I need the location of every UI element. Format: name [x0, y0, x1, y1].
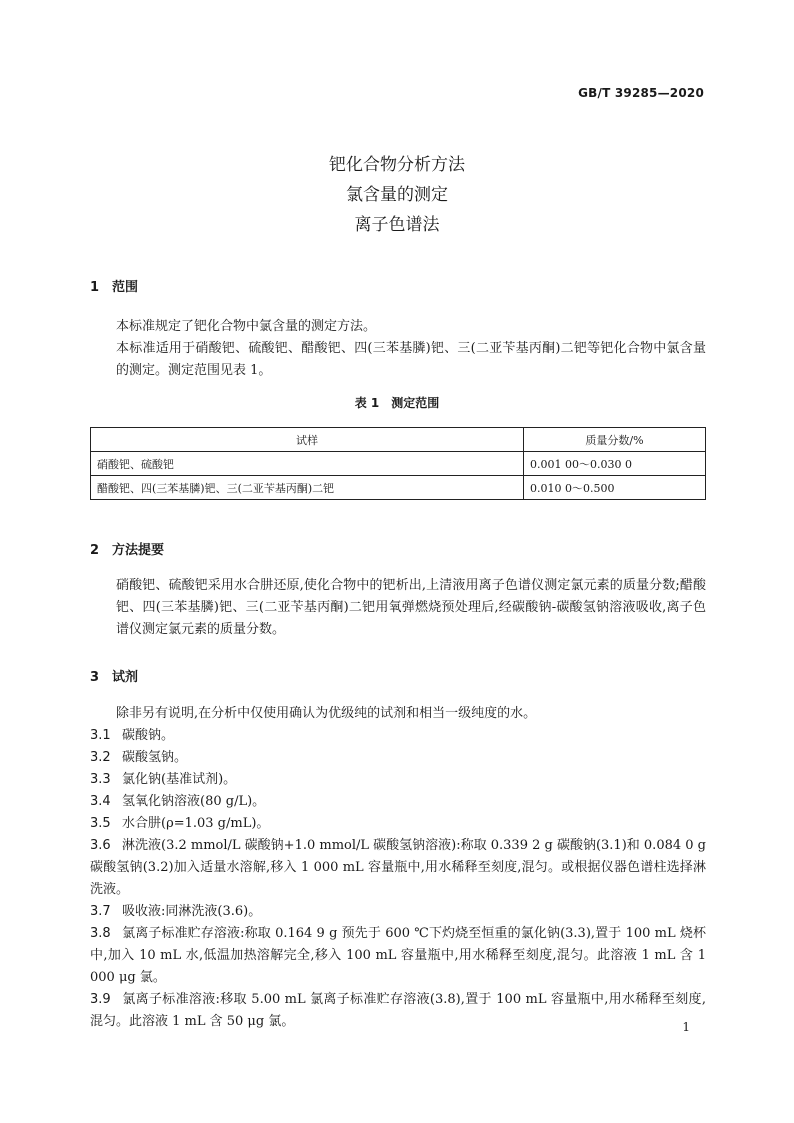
- reagent-item: [90, 769, 706, 791]
- section-3-heading: [90, 666, 138, 685]
- paragraph: 本标准规定了钯化合物中氯含量的测定方法。: [116, 319, 377, 334]
- table-header-cell: 质量分数/%: [524, 428, 706, 452]
- section-title: 方法提要: [112, 543, 165, 558]
- section-2-body: [90, 575, 706, 641]
- item-text: 碳酸氢钠。: [122, 750, 188, 765]
- range-table: [90, 427, 706, 500]
- title-line-1: 钯化合物分析方法: [329, 155, 465, 175]
- table-cell: 0.010 0～0.500: [524, 476, 706, 500]
- section-1-body: [90, 316, 706, 382]
- section-title: 试剂: [112, 670, 139, 685]
- item-number: 3.4: [90, 794, 111, 809]
- document-title: [0, 150, 794, 240]
- section-number: 3: [90, 670, 100, 685]
- title-line-3: 离子色谱法: [354, 215, 440, 235]
- item-number: 3.8: [90, 926, 111, 941]
- paragraph: 本标准适用于硝酸钯、硫酸钯、醋酸钯、四(三苯基膦)钯、三(二亚苄基丙酮)二钯等钯化合物中氯含量的测定。测定范围见表 1。: [116, 341, 706, 378]
- table-cell: 0.001 00～0.030 0: [524, 452, 706, 476]
- section-2-heading: [90, 539, 164, 558]
- reagent-item: [90, 835, 706, 901]
- item-number: 3.1: [90, 728, 111, 743]
- item-number: 3.9: [90, 992, 111, 1007]
- section-title: 范围: [112, 280, 139, 295]
- item-text: 淋洗液(3.2 mmol/L 碳酸钠+1.0 mmol/L 碳酸氢钠溶液):称取 0.339 2 g 碳酸钠(3.1)和 0.084 0 g 碳酸氢钠(3.2)加入适量水溶解,移入 1 000 mL 容量瓶中,用水稀释至刻度,混匀。或根据仪器色谱柱选择淋洗液。: [90, 838, 706, 897]
- paragraph: 除非另有说明,在分析中仅使用确认为优级纯的试剂和相当一级纯度的水。: [116, 706, 537, 721]
- table-cell: 醋酸钯、四(三苯基膦)钯、三(二亚苄基丙酮)二钯: [91, 476, 524, 500]
- item-text: 氯化钠(基准试剂)。: [122, 772, 237, 787]
- item-text: 碳酸钠。: [122, 728, 175, 743]
- item-text: 氯离子标准贮存溶液:称取 0.164 9 g 预先于 600 ℃下灼烧至恒重的氯化钠(3.3),置于 100 mL 烧杯中,加入 10 mL 水,低温加热溶解完全,移入 100 mL 容量瓶中,用水稀释至刻度,混匀。此溶液 1 mL 含 1 000 μg 氯。: [90, 926, 706, 985]
- item-number: 3.5: [90, 816, 111, 831]
- paragraph: 硝酸钯、硫酸钯采用水合肼还原,使化合物中的钯析出,上清液用离子色谱仪测定氯元素的质量分数;醋酸钯、四(三苯基膦)钯、三(二亚苄基丙酮)二钯用氧弹燃烧预处理后,经碳酸钠-碳酸氢钠溶液吸收,离子色谱仪测定氯元素的质量分数。: [116, 578, 706, 637]
- section-number: 1: [90, 280, 100, 295]
- item-number: 3.2: [90, 750, 111, 765]
- reagent-item: [90, 747, 706, 769]
- section-1-heading: [90, 276, 138, 295]
- table-header-row: [91, 428, 706, 452]
- reagent-item: [90, 813, 706, 835]
- reagent-item: [90, 989, 706, 1033]
- reagent-item: [90, 901, 706, 923]
- section-3-body: [90, 703, 706, 725]
- standard-code: GB/T 39285—2020: [578, 86, 704, 100]
- table-header-cell: 试样: [91, 428, 524, 452]
- item-text: 水合肼(ρ=1.03 g/mL)。: [122, 816, 270, 831]
- item-text: 吸收液:同淋洗液(3.6)。: [122, 904, 262, 919]
- reagent-item: [90, 725, 706, 747]
- page-number: 1: [682, 1020, 690, 1034]
- item-number: 3.6: [90, 838, 111, 853]
- table-cell: 硝酸钯、硫酸钯: [91, 452, 524, 476]
- table-caption: 表 1 测定范围: [354, 396, 440, 410]
- reagent-item: [90, 791, 706, 813]
- item-number: 3.3: [90, 772, 111, 787]
- item-text: 氢氧化钠溶液(80 g/L)。: [122, 794, 266, 809]
- section-number: 2: [90, 543, 100, 558]
- table-row: [91, 476, 706, 500]
- reagent-item: [90, 923, 706, 989]
- item-text: 氯离子标准溶液:移取 5.00 mL 氯离子标准贮存溶液(3.8),置于 100 mL 容量瓶中,用水稀释至刻度,混匀。此溶液 1 mL 含 50 μg 氯。: [90, 992, 706, 1029]
- title-line-2: 氯含量的测定: [346, 185, 448, 205]
- item-number: 3.7: [90, 904, 111, 919]
- table-row: [91, 452, 706, 476]
